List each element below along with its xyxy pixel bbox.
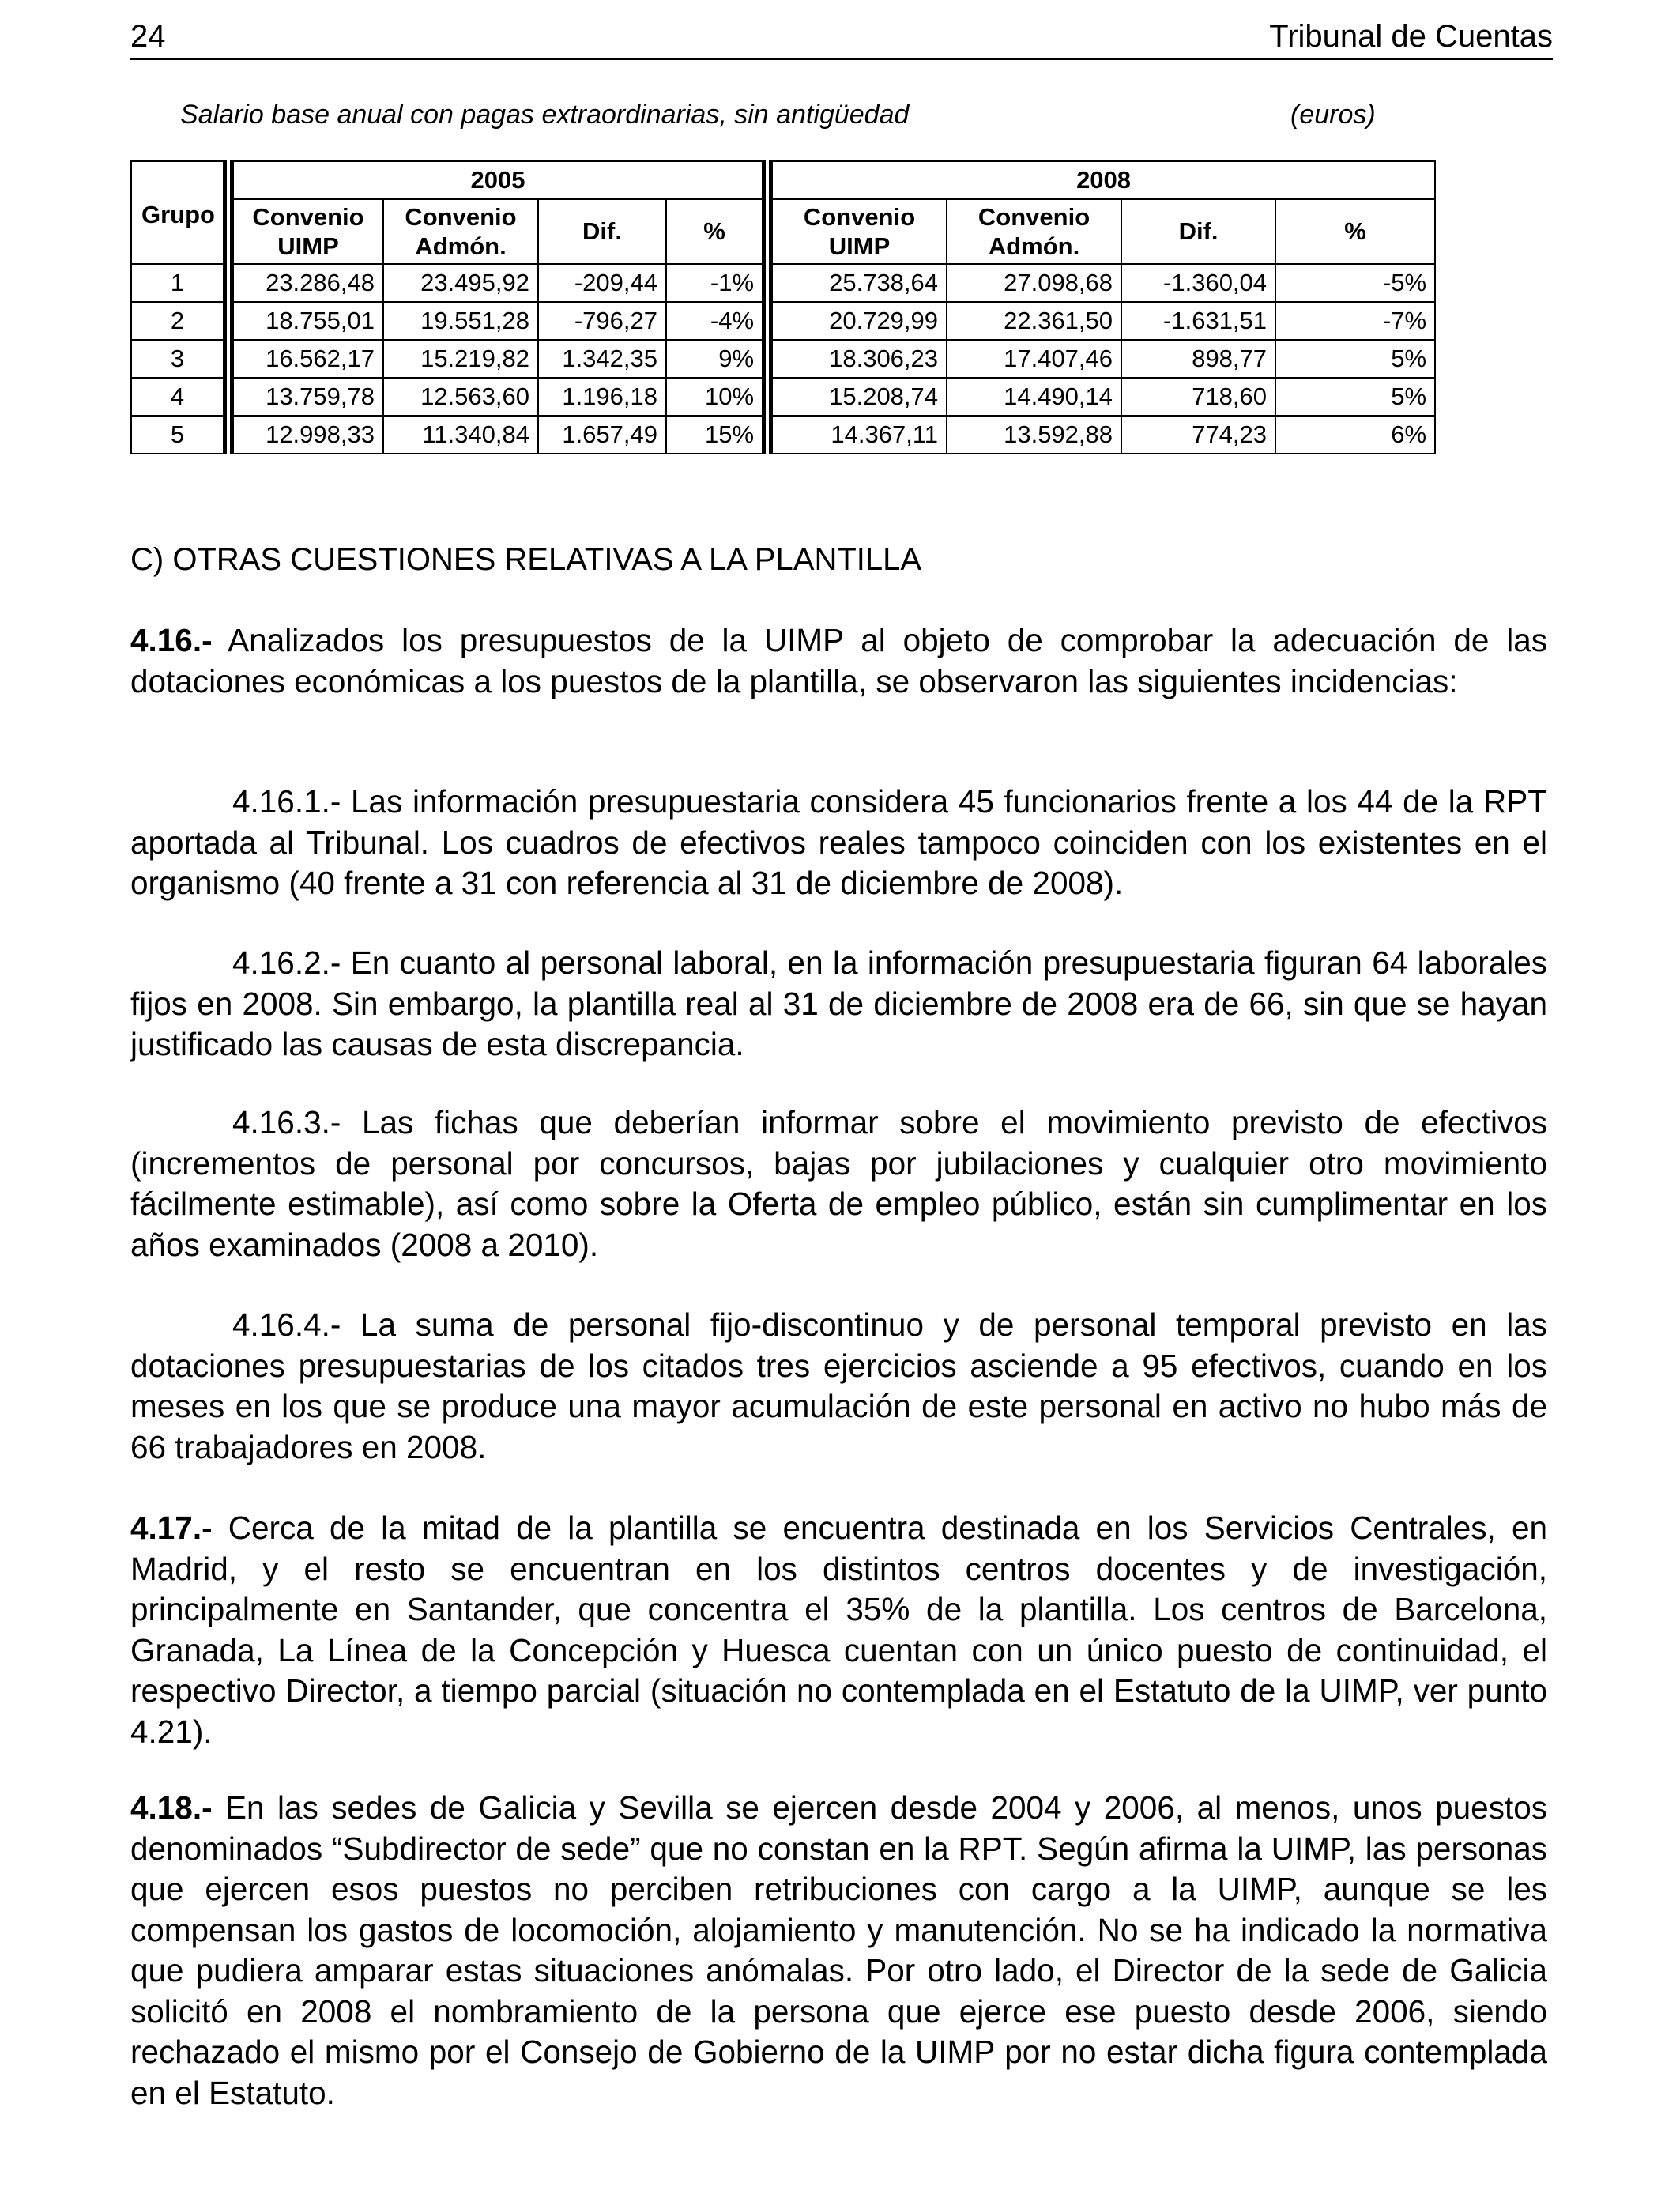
cell-2005: 11.340,84 (383, 416, 538, 454)
grupo-cell: 5 (131, 416, 228, 454)
col-pct-2005: % (666, 199, 767, 264)
header-title: Tribunal de Cuentas (1269, 19, 1553, 54)
col-dif-2008: Dif. (1121, 199, 1275, 264)
cell-2008: 18.306,23 (767, 340, 947, 378)
cell-2008: -1.631,51 (1121, 302, 1275, 340)
cell-2008: 5% (1275, 340, 1435, 378)
cell-2005: -796,27 (538, 302, 666, 340)
table-row (131, 378, 1435, 416)
cell-2008: 13.592,88 (947, 416, 1121, 454)
cell-2008: -7% (1275, 302, 1435, 340)
cell-2008: 15.208,74 (767, 378, 947, 416)
cell-2008: -1.360,04 (1121, 264, 1275, 302)
section-title: C) OTRAS CUESTIONES RELATIVAS A LA PLANTILLA (130, 542, 922, 577)
paragraph-label: 4.18.- (130, 1789, 213, 1826)
cell-2005: 10% (666, 378, 767, 416)
cell-2005: 13.759,78 (228, 378, 383, 416)
table-caption: Salario base anual con pagas extraordinarias, sin antigüedad (180, 100, 910, 130)
table-row (131, 340, 1435, 378)
cell-2005: 1.657,49 (538, 416, 666, 454)
grupo-cell: 3 (131, 340, 228, 378)
cell-2008: 6% (1275, 416, 1435, 454)
paragraph-text: En las sedes de Galicia y Sevilla se ejercen desde 2004 y 2006, al menos, unos puestos denominados “Subdirector de sede” que no constan en la RPT. Según afirma la UIMP, las personas que ejercen esos puestos no perciben retribuciones con cargo a la UIMP, aunque se les compensan los gastos de locomoción, alojamiento y manutención. No se ha indicado la normativa que pudiera amparar estas situaciones anómalas. Por otro lado, el Director de la sede de Galicia solicitó en 2008 el nombramiento de la persona que ejerce ese puesto desde 2006, siendo rechazado el mismo por el Consejo de Gobierno de la UIMP por no estar dicha figura contemplada en el Estatuto. (130, 1789, 1547, 2111)
cell-2005: 19.551,28 (383, 302, 538, 340)
paragraph-4-16-3: 4.16.3.- Las fichas que deberían informar sobre el movimiento previsto de efectivos (incrementos de personal por concursos, bajas por jubilaciones y cualquier otro movimiento fácilmente estimable), así como sobre la Oferta de empleo público, están sin cumplimentar en los años examinados (2008 a 2010). (130, 1104, 1547, 1263)
paragraph-4-16 (130, 620, 1547, 702)
grupo-cell: 1 (131, 264, 228, 302)
col-convenio-uimp-2005: Convenio UIMP (228, 199, 383, 264)
paragraph-4-16-2: 4.16.2.- En cuanto al personal laboral, en la información presupuestaria figuran 64 laborales fijos en 2008. Sin embargo, la plantilla real al 31 de diciembre de 2008 era de 66, sin que se hayan justificado las causas de esta discrepancia. (130, 944, 1547, 1062)
col-pct-2008: % (1275, 199, 1435, 264)
cell-2005: 1.342,35 (538, 340, 666, 378)
paragraph-text: Analizados los presupuestos de la UIMP al objeto de comprobar la adecuación de las dotaciones económicas a los puestos de la plantilla, se observaron las siguientes incidencias: (130, 622, 1547, 699)
cell-2008: 774,23 (1121, 416, 1275, 454)
paragraph-label: 4.17.- (130, 1510, 213, 1546)
col-convenio-admon-2005: Convenio Admón. (383, 199, 538, 264)
cell-2005: -209,44 (538, 264, 666, 302)
paragraph-4-17 (130, 1508, 1547, 1752)
grupo-cell: 2 (131, 302, 228, 340)
cell-2008: 27.098,68 (947, 264, 1121, 302)
cell-2008: 898,77 (1121, 340, 1275, 378)
cell-2005: -4% (666, 302, 767, 340)
cell-2005: 18.755,01 (228, 302, 383, 340)
cell-2005: 23.286,48 (228, 264, 383, 302)
table-header-row-years (131, 161, 1435, 199)
cell-2005: 9% (666, 340, 767, 378)
cell-2008: 14.367,11 (767, 416, 947, 454)
page-header (130, 14, 1553, 60)
cell-2005: 12.563,60 (383, 378, 538, 416)
paragraph-label: 4.16.- (130, 622, 213, 658)
group-header: Grupo (131, 161, 228, 264)
year-2005-header: 2005 (228, 161, 767, 199)
col-convenio-admon-2008: Convenio Admón. (947, 199, 1121, 264)
salary-table (130, 160, 1436, 454)
cell-2008: 25.738,64 (767, 264, 947, 302)
cell-2005: 15.219,82 (383, 340, 538, 378)
cell-2005: -1% (666, 264, 767, 302)
col-convenio-uimp-2008: Convenio UIMP (767, 199, 947, 264)
paragraph-4-16-4: 4.16.4.- La suma de personal fijo-discontinuo y de personal temporal previsto en las dotaciones presupuestarias de los citados tres ejercicios asciende a 95 efectivos, cuando en los meses en los que se produce una mayor acumulación de este personal en activo no hubo más de 66 trabajadores en 2008. (130, 1306, 1547, 1465)
table-units: (euros) (1290, 100, 1376, 130)
cell-2008: 718,60 (1121, 378, 1275, 416)
cell-2005: 23.495,92 (383, 264, 538, 302)
table-row (131, 302, 1435, 340)
cell-2005: 16.562,17 (228, 340, 383, 378)
year-2008-header: 2008 (767, 161, 1435, 199)
cell-2008: 20.729,99 (767, 302, 947, 340)
cell-2008: 22.361,50 (947, 302, 1121, 340)
col-dif-2005: Dif. (538, 199, 666, 264)
cell-2005: 1.196,18 (538, 378, 666, 416)
grupo-cell: 4 (131, 378, 228, 416)
cell-2008: 5% (1275, 378, 1435, 416)
cell-2008: 17.407,46 (947, 340, 1121, 378)
cell-2008: 14.490,14 (947, 378, 1121, 416)
cell-2008: -5% (1275, 264, 1435, 302)
paragraph-4-16-1: 4.16.1.- Las información presupuestaria considera 45 funcionarios frente a los 44 de la RPT aportada al Tribunal. Los cuadros de efectivos reales tampoco coinciden con los existentes en el organismo (40 frente a 31 con referencia al 31 de diciembre de 2008). (130, 783, 1547, 901)
cell-2005: 15% (666, 416, 767, 454)
table-row (131, 416, 1435, 454)
paragraph-4-18 (130, 1788, 1547, 2113)
page-number: 24 (130, 19, 166, 54)
paragraph-text: Cerca de la mitad de la plantilla se encuentra destinada en los Servicios Centrales, en Madrid, y el resto se encuentran en los distintos centros docentes y de investigación, principalmente en Santander, que concentra el 35% de la plantilla. Los centros de Barcelona, Granada, La Línea de la Concepción y Huesca cuentan con un único puesto de continuidad, el respectivo Director, a tiempo parcial (situación no contemplada en el Estatuto de la UIMP, ver punto 4.21). (130, 1510, 1547, 1750)
table-row (131, 264, 1435, 302)
cell-2005: 12.998,33 (228, 416, 383, 454)
table-header-row-columns (131, 199, 1435, 264)
